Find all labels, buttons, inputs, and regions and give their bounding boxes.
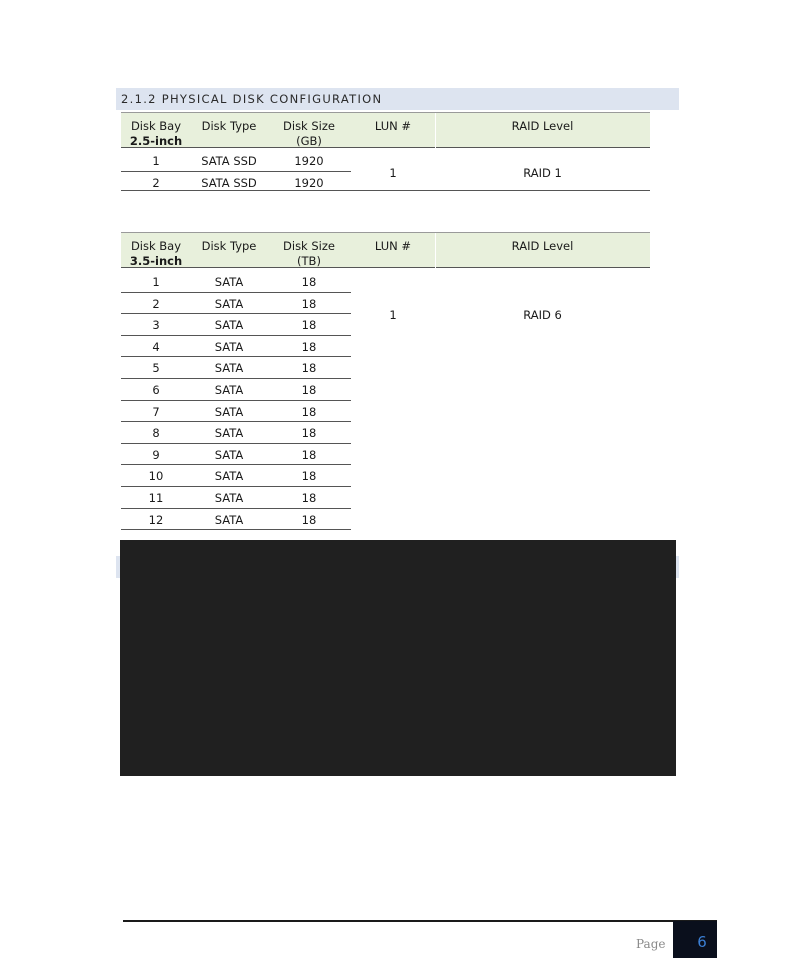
cell-disk-size: 18 — [301, 361, 317, 376]
header-disk-size — [267, 119, 351, 149]
page-label: Page — [636, 937, 666, 951]
cell-disk-size: 18 — [301, 447, 317, 462]
cell-disk-size: 1920 — [294, 154, 324, 168]
header-disk-size-label: Disk Size — [283, 119, 335, 133]
table-header — [121, 112, 650, 148]
header-disk-type: Disk Type — [201, 119, 257, 133]
header-raid-level: RAID Level — [511, 119, 574, 133]
cell-disk-bay: 12 — [148, 512, 164, 527]
cell-disk-bay: 8 — [152, 426, 160, 441]
table-row — [121, 336, 351, 358]
cell-disk-size: 1920 — [294, 175, 324, 190]
cell-disk-type: SATA — [214, 296, 244, 311]
header-disk-size-unit: (TB) — [297, 254, 321, 268]
footer-rule — [123, 920, 717, 922]
header-raid-level: RAID Level — [511, 239, 574, 253]
cell-disk-size: 18 — [301, 491, 317, 505]
table-row — [121, 150, 351, 172]
table-row — [121, 487, 351, 509]
cell-disk-bay: 9 — [152, 447, 160, 462]
cell-disk-type: SATA SSD — [201, 175, 257, 190]
cell-disk-type: SATA — [214, 426, 244, 441]
table-row — [121, 509, 351, 531]
cell-disk-bay: 5 — [152, 361, 160, 376]
header-disk-bay-label: Disk Bay — [130, 119, 182, 133]
cell-disk-size: 18 — [301, 318, 317, 333]
redaction-edge — [676, 556, 679, 578]
cell-disk-bay: 2 — [152, 296, 160, 311]
cell-disk-bay: 11 — [148, 491, 164, 505]
table-row — [121, 271, 351, 293]
cell-disk-type: SATA — [214, 318, 244, 333]
cell-disk-type: SATA — [214, 469, 244, 484]
cell-disk-size: 18 — [301, 275, 317, 289]
header-disk-bay-sub: 2.5-inch — [129, 134, 183, 148]
redacted-block — [120, 540, 676, 776]
section-title: 2.1.2 PHYSICAL DISK CONFIGURATION — [121, 92, 383, 106]
header-disk-size-label: Disk Size — [283, 239, 335, 253]
cell-disk-type: SATA — [214, 447, 244, 462]
header-disk-size — [267, 239, 351, 269]
cell-disk-size: 18 — [301, 339, 317, 354]
cell-lun: 1 — [389, 166, 397, 180]
header-lun: LUN # — [374, 119, 412, 133]
cell-disk-bay: 6 — [152, 383, 160, 397]
table-row — [121, 379, 351, 401]
cell-raid-level: RAID 6 — [523, 308, 562, 322]
cell-disk-bay: 3 — [152, 318, 160, 333]
cell-disk-size: 18 — [301, 469, 317, 484]
cell-disk-size: 18 — [301, 296, 317, 311]
disk-table-3-5-inch — [121, 232, 650, 532]
cell-disk-type: SATA — [214, 491, 244, 505]
cell-disk-bay: 1 — [152, 275, 160, 289]
table-row — [121, 465, 351, 487]
page-number: 6 — [697, 933, 707, 951]
header-disk-type: Disk Type — [201, 239, 257, 253]
cell-disk-type: SATA — [214, 275, 244, 289]
cell-disk-bay: 1 — [152, 154, 160, 168]
disk-table-2-5-inch — [121, 112, 650, 192]
cell-disk-size: 18 — [301, 383, 317, 397]
header-lun: LUN # — [374, 239, 412, 253]
table-row — [121, 422, 351, 444]
cell-disk-bay: 7 — [152, 404, 160, 419]
cell-disk-type: SATA — [214, 512, 244, 527]
table-row — [121, 314, 351, 336]
table-header — [121, 232, 650, 268]
header-disk-size-unit: (GB) — [296, 134, 322, 148]
cell-disk-type: SATA — [214, 361, 244, 376]
cell-disk-type: SATA — [214, 404, 244, 419]
cell-disk-bay: 2 — [152, 175, 160, 190]
header-disk-bay-label: Disk Bay — [130, 239, 182, 253]
cell-disk-size: 18 — [301, 404, 317, 419]
cell-disk-type: SATA — [214, 339, 244, 354]
cell-disk-size: 18 — [301, 512, 317, 527]
cell-raid-level: RAID 1 — [523, 166, 562, 180]
table-row — [121, 293, 351, 315]
cell-disk-bay: 4 — [152, 339, 160, 354]
table-row — [121, 401, 351, 423]
cell-disk-bay: 10 — [148, 469, 164, 484]
table-row — [121, 444, 351, 466]
table-row — [121, 357, 351, 379]
header-disk-bay — [121, 119, 191, 149]
cell-disk-type: SATA — [214, 383, 244, 397]
cell-lun: 1 — [389, 308, 397, 322]
header-disk-bay-sub: 3.5-inch — [129, 254, 183, 268]
header-disk-bay — [121, 239, 191, 269]
cell-disk-type: SATA SSD — [201, 154, 257, 168]
cell-disk-size: 18 — [301, 426, 317, 441]
